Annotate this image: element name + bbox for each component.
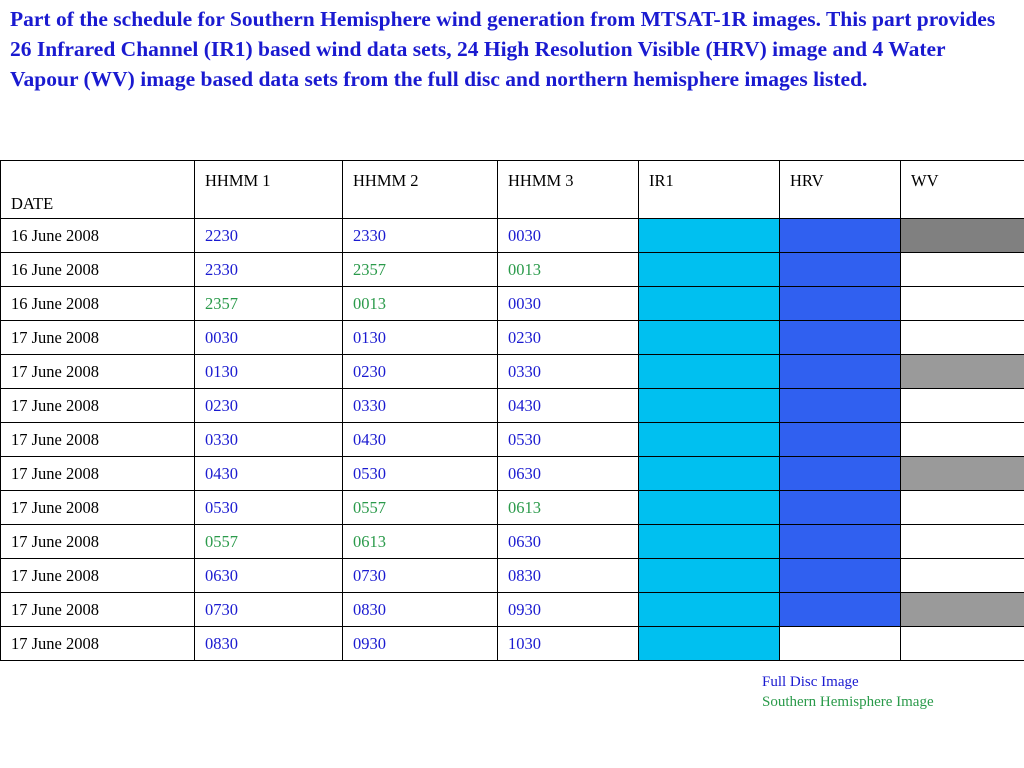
table-row bbox=[1, 525, 1024, 559]
table-row bbox=[1, 627, 1024, 661]
hhmm3-cell: 0013 bbox=[498, 253, 639, 287]
wv-swatch-cell bbox=[901, 389, 1024, 423]
hhmm3-cell: 0613 bbox=[498, 491, 639, 525]
hhmm3-cell: 0930 bbox=[498, 593, 639, 627]
column-header-hhmm3: HHMM 3 bbox=[498, 161, 639, 219]
wv-swatch-cell bbox=[901, 253, 1024, 287]
hhmm2-cell: 2357 bbox=[343, 253, 498, 287]
column-header-hhmm1: HHMM 1 bbox=[195, 161, 343, 219]
wv-swatch-cell bbox=[901, 627, 1024, 661]
table-row bbox=[1, 287, 1024, 321]
hrv-swatch-cell bbox=[780, 593, 901, 627]
ir1-swatch-cell bbox=[639, 593, 780, 627]
date-cell: 17 June 2008 bbox=[1, 423, 195, 457]
date-cell: 17 June 2008 bbox=[1, 389, 195, 423]
hrv-swatch-cell bbox=[780, 253, 901, 287]
hhmm1-cell: 0030 bbox=[195, 321, 343, 355]
ir1-swatch-cell bbox=[639, 559, 780, 593]
hrv-swatch-cell bbox=[780, 321, 901, 355]
hrv-swatch-cell bbox=[780, 219, 901, 253]
hhmm2-cell: 0557 bbox=[343, 491, 498, 525]
wv-swatch-cell bbox=[901, 423, 1024, 457]
hrv-swatch-cell bbox=[780, 491, 901, 525]
hrv-swatch-cell bbox=[780, 389, 901, 423]
hhmm2-cell: 0730 bbox=[343, 559, 498, 593]
hhmm2-cell: 0013 bbox=[343, 287, 498, 321]
hhmm2-cell: 0613 bbox=[343, 525, 498, 559]
wv-swatch-cell bbox=[901, 559, 1024, 593]
hhmm1-cell: 2330 bbox=[195, 253, 343, 287]
hhmm1-cell: 0730 bbox=[195, 593, 343, 627]
ir1-swatch-cell bbox=[639, 355, 780, 389]
column-header-ir1: IR1 bbox=[639, 161, 780, 219]
hhmm1-cell: 0230 bbox=[195, 389, 343, 423]
schedule-table bbox=[0, 160, 1024, 661]
hhmm2-cell: 0930 bbox=[343, 627, 498, 661]
ir1-swatch-cell bbox=[639, 627, 780, 661]
table-header-row bbox=[1, 161, 1024, 219]
hhmm1-cell: 0130 bbox=[195, 355, 343, 389]
hhmm2-cell: 0430 bbox=[343, 423, 498, 457]
table-row bbox=[1, 593, 1024, 627]
hhmm3-cell: 0030 bbox=[498, 287, 639, 321]
hrv-swatch-cell bbox=[780, 525, 901, 559]
table-row bbox=[1, 253, 1024, 287]
date-cell: 17 June 2008 bbox=[1, 321, 195, 355]
wv-swatch-cell bbox=[901, 219, 1024, 253]
table-row bbox=[1, 355, 1024, 389]
wv-swatch-cell bbox=[901, 287, 1024, 321]
date-cell: 17 June 2008 bbox=[1, 457, 195, 491]
ir1-swatch-cell bbox=[639, 457, 780, 491]
date-cell: 16 June 2008 bbox=[1, 253, 195, 287]
column-header-hrv: HRV bbox=[780, 161, 901, 219]
wv-swatch-cell bbox=[901, 355, 1024, 389]
date-cell: 16 June 2008 bbox=[1, 287, 195, 321]
hhmm2-cell: 0230 bbox=[343, 355, 498, 389]
ir1-swatch-cell bbox=[639, 389, 780, 423]
hhmm1-cell: 0330 bbox=[195, 423, 343, 457]
hhmm2-cell: 0830 bbox=[343, 593, 498, 627]
schedule-body bbox=[1, 219, 1024, 661]
table-row bbox=[1, 491, 1024, 525]
table-row bbox=[1, 389, 1024, 423]
wv-swatch-cell bbox=[901, 593, 1024, 627]
hrv-swatch-cell bbox=[780, 355, 901, 389]
legend bbox=[762, 672, 934, 712]
ir1-swatch-cell bbox=[639, 253, 780, 287]
wv-swatch-cell bbox=[901, 457, 1024, 491]
table-row bbox=[1, 559, 1024, 593]
date-cell: 17 June 2008 bbox=[1, 491, 195, 525]
hhmm3-cell: 1030 bbox=[498, 627, 639, 661]
hhmm1-cell: 2230 bbox=[195, 219, 343, 253]
column-header-hhmm2: HHMM 2 bbox=[343, 161, 498, 219]
table-row bbox=[1, 219, 1024, 253]
hrv-swatch-cell bbox=[780, 559, 901, 593]
column-header-wv: WV bbox=[901, 161, 1024, 219]
hhmm1-cell: 0630 bbox=[195, 559, 343, 593]
hhmm1-cell: 0557 bbox=[195, 525, 343, 559]
wv-swatch-cell bbox=[901, 491, 1024, 525]
hrv-swatch-cell bbox=[780, 627, 901, 661]
hrv-swatch-cell bbox=[780, 287, 901, 321]
ir1-swatch-cell bbox=[639, 491, 780, 525]
date-cell: 16 June 2008 bbox=[1, 219, 195, 253]
hhmm2-cell: 0130 bbox=[343, 321, 498, 355]
hhmm3-cell: 0330 bbox=[498, 355, 639, 389]
hrv-swatch-cell bbox=[780, 457, 901, 491]
date-cell: 17 June 2008 bbox=[1, 559, 195, 593]
ir1-swatch-cell bbox=[639, 423, 780, 457]
hhmm3-cell: 0530 bbox=[498, 423, 639, 457]
ir1-swatch-cell bbox=[639, 219, 780, 253]
table-row bbox=[1, 321, 1024, 355]
hhmm1-cell: 0830 bbox=[195, 627, 343, 661]
date-cell: 17 June 2008 bbox=[1, 627, 195, 661]
hhmm2-cell: 2330 bbox=[343, 219, 498, 253]
hhmm3-cell: 0830 bbox=[498, 559, 639, 593]
table-row bbox=[1, 423, 1024, 457]
legend-southern-hemisphere: Southern Hemisphere Image bbox=[762, 694, 934, 710]
column-header-date: DATE bbox=[1, 161, 195, 219]
hhmm1-cell: 2357 bbox=[195, 287, 343, 321]
hhmm2-cell: 0330 bbox=[343, 389, 498, 423]
hhmm3-cell: 0030 bbox=[498, 219, 639, 253]
date-cell: 17 June 2008 bbox=[1, 525, 195, 559]
date-cell: 17 June 2008 bbox=[1, 593, 195, 627]
hhmm2-cell: 0530 bbox=[343, 457, 498, 491]
wv-swatch-cell bbox=[901, 525, 1024, 559]
hhmm1-cell: 0430 bbox=[195, 457, 343, 491]
ir1-swatch-cell bbox=[639, 525, 780, 559]
table-row bbox=[1, 457, 1024, 491]
ir1-swatch-cell bbox=[639, 321, 780, 355]
hhmm1-cell: 0530 bbox=[195, 491, 343, 525]
legend-full-disc: Full Disc Image bbox=[762, 674, 859, 690]
page-title: Part of the schedule for Southern Hemisphere wind generation from MTSAT-1R images. This part provides 26 Infrared Channel (IR1) based wind data sets, 24 High Resolution Visible (HRV) image and 4 Water Vapour (WV) image based data sets from the full disc and northern hemisphere images listed. bbox=[10, 7, 996, 91]
hhmm3-cell: 0430 bbox=[498, 389, 639, 423]
hhmm3-cell: 0630 bbox=[498, 457, 639, 491]
hrv-swatch-cell bbox=[780, 423, 901, 457]
hhmm3-cell: 0230 bbox=[498, 321, 639, 355]
hhmm3-cell: 0630 bbox=[498, 525, 639, 559]
wv-swatch-cell bbox=[901, 321, 1024, 355]
date-cell: 17 June 2008 bbox=[1, 355, 195, 389]
ir1-swatch-cell bbox=[639, 287, 780, 321]
